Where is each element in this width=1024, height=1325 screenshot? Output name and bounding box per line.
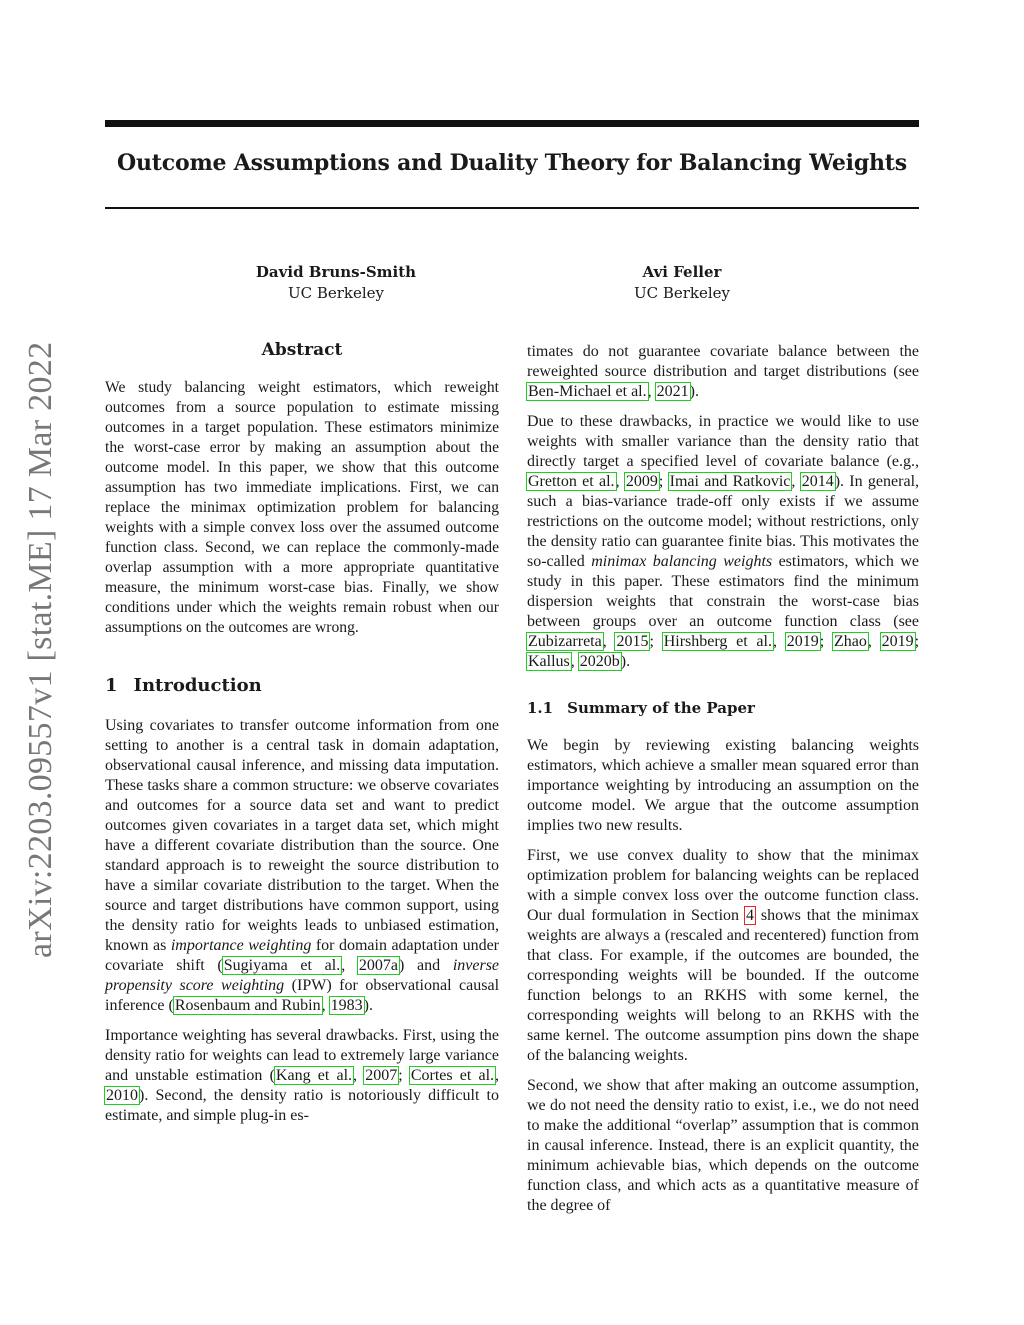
citation-link[interactable]: 2009	[625, 473, 658, 490]
intro-paragraph-3: timates do not guarantee covariate balance between the reweighted source distribution and target distributions (see Ben-Michael et al., 2021).	[527, 343, 919, 400]
citation-link[interactable]: 2014	[801, 473, 834, 490]
citation-link[interactable]: Imai and Ratkovic	[669, 473, 791, 490]
author-block	[552, 262, 812, 304]
summary-paragraph-1: We begin by reviewing existing balancing weights estimators, which achieve a smaller mean squared error than importance weighting by introducing an assumption on the outcome model. We argue that the outcome assumption implies two new results.	[527, 737, 919, 834]
citation-link[interactable]: Kallus	[528, 653, 570, 670]
intro-paragraph-2: Importance weighting has several drawbacks. First, using the density ratio for weights can lead to extremely large variance and unstable estimation (Kang et al., 2007; Cortes et al., 2010). Second, the density ratio is notoriously difficult to estimate, and simple plug-in es-	[105, 1027, 500, 1124]
arxiv-stamp: arXiv:2203.09557v1 [stat.ME] 17 Mar 2022	[22, 341, 59, 958]
citation-link[interactable]: 2010	[106, 1087, 138, 1104]
citation-link[interactable]: Hirshberg et al.	[663, 633, 772, 650]
author-name: David Bruns-Smith	[255, 263, 417, 281]
summary-paragraph-2: First, we use convex duality to show that the minimax optimization problem for balancing weights can be replaced with a simple convex loss over the outcome function class. Our dual formulation in Section 4 shows that the minimax weights are always a (rescaled and recentered) function from that class. For example, if the outcomes are bounded, the corresponding weights will be bounded. If the outcome function belongs to an RKHS with some kernel, the corresponding weights will belong to an RKHS with the same kernel. The outcome assumption pins down the shape of the balancing weights.	[527, 847, 919, 1064]
citation-link[interactable]: Zubizarreta	[528, 633, 602, 650]
citation-link[interactable]: Sugiyama et al.	[223, 957, 341, 974]
citation-link[interactable]: Kang et al.	[275, 1067, 353, 1084]
title-rule-top	[105, 120, 919, 127]
citation-link[interactable]: 1983	[330, 997, 363, 1014]
citation-link[interactable]: 2019	[881, 633, 914, 650]
citation-link[interactable]: 2019	[786, 633, 819, 650]
citation-link[interactable]: Ben-Michael et al.	[528, 383, 647, 400]
section-title: Introduction	[133, 675, 262, 696]
subsection-title: Summary of the Paper	[567, 699, 755, 717]
citation-link[interactable]: Zhao	[833, 633, 867, 650]
title-rule-bottom	[105, 207, 919, 209]
author-block	[206, 262, 466, 304]
citation-link[interactable]: 2020b	[579, 653, 620, 670]
citation-link[interactable]: Rosenbaum and Rubin	[174, 997, 321, 1014]
citation-link[interactable]: 2015	[616, 633, 649, 650]
author-name: Avi Feller	[642, 263, 722, 281]
abstract-text: We study balancing weight estimators, which reweight outcomes from a source population to estimate missing outcomes in a target population. These estimators minimize the worst-case error by making an assumption about the outcome model. In this paper, we show that this outcome assumption has two immediate implications. First, we can replace the minimax optimization problem for balancing weights with a simple convex loss over the assumed outcome function class. Second, we can replace the commonly-made overlap assumption with a more appropriate quantitative measure, the minimum worst-case bias. Finally, we show conditions under which the weights remain robust when our assumptions on the outcomes are wrong.	[105, 379, 499, 636]
abstract-heading: Abstract	[261, 340, 343, 360]
paper-title: Outcome Assumptions and Duality Theory for Balancing Weights	[117, 150, 907, 176]
citation-link[interactable]: 2007	[365, 1067, 398, 1084]
summary-paragraph-3: Second, we show that after making an outcome assumption, we do not need the density ratio to exist, i.e., we do not need to make the additional “overlap” assumption that is common in causal inference. Instead, there is an explicit quantity, the minimum achievable bias, which depends on the outcome function class, and which acts as a quantitative measure of the degree of	[527, 1077, 919, 1214]
citation-link[interactable]: Gretton et al.	[528, 473, 615, 490]
emphasis: inverse propensity score weighting	[105, 957, 500, 994]
citation-link[interactable]: 2007a	[358, 957, 399, 974]
citation-link[interactable]: 2021	[656, 383, 689, 400]
emphasis: minimax balancing weights	[591, 553, 773, 570]
right-column	[527, 342, 919, 1226]
intro-paragraph-4: Due to these drawbacks, in practice we would like to use weights with smaller variance than the density ratio that directly target a specified level of covariate balance (e.g., Gretton et al., 2009; Imai and Ratkovic, 2014). In general, such a bias-variance trade-off only exists if we assume restrictions on the outcome model; without restrictions, only the density ratio can guarantee finite bias. This motivates the so-called minimax balancing weights estimators, which we study in this paper. These estimators find the minimum dispersion weights that constrain the worst-case bias between groups over an outcome function class (see Zubizarreta, 2015; Hirshberg et al., 2019; Zhao, 2019; Kallus, 2020b).	[527, 413, 920, 670]
intro-paragraph-1: Using covariates to transfer outcome information from one setting to another is a central task in domain adaptation, observational causal inference, and missing data imputation. These tasks share a common structure: we observe covariates and outcomes for a source data set and want to predict outcomes given covariates in a target data set, which might have a different covariate distribution than the source. One standard approach is to reweight the source distribution to have a similar covariate distribution to the target. When the source and target distributions have common support, using the density ratio for weights leads to unbiased estimation, known as importance weighting for domain adaptation under covariate shift (Sugiyama et al., 2007a) and inverse propensity score weighting (IPW) for observational causal inference (Rosenbaum and Rubin, 1983).	[105, 717, 500, 1014]
section-ref-link[interactable]: 4	[745, 907, 754, 924]
left-column	[105, 340, 499, 1136]
section-heading-introduction	[105, 676, 499, 696]
section-number: 1	[105, 675, 118, 696]
citation-link[interactable]: Cortes et al.	[410, 1067, 495, 1084]
author-affiliation: UC Berkeley	[633, 284, 731, 302]
author-affiliation: UC Berkeley	[287, 284, 385, 302]
subsection-heading-summary	[527, 698, 919, 718]
emphasis: importance weighting	[170, 937, 312, 954]
subsection-number: 1.1	[527, 699, 554, 717]
